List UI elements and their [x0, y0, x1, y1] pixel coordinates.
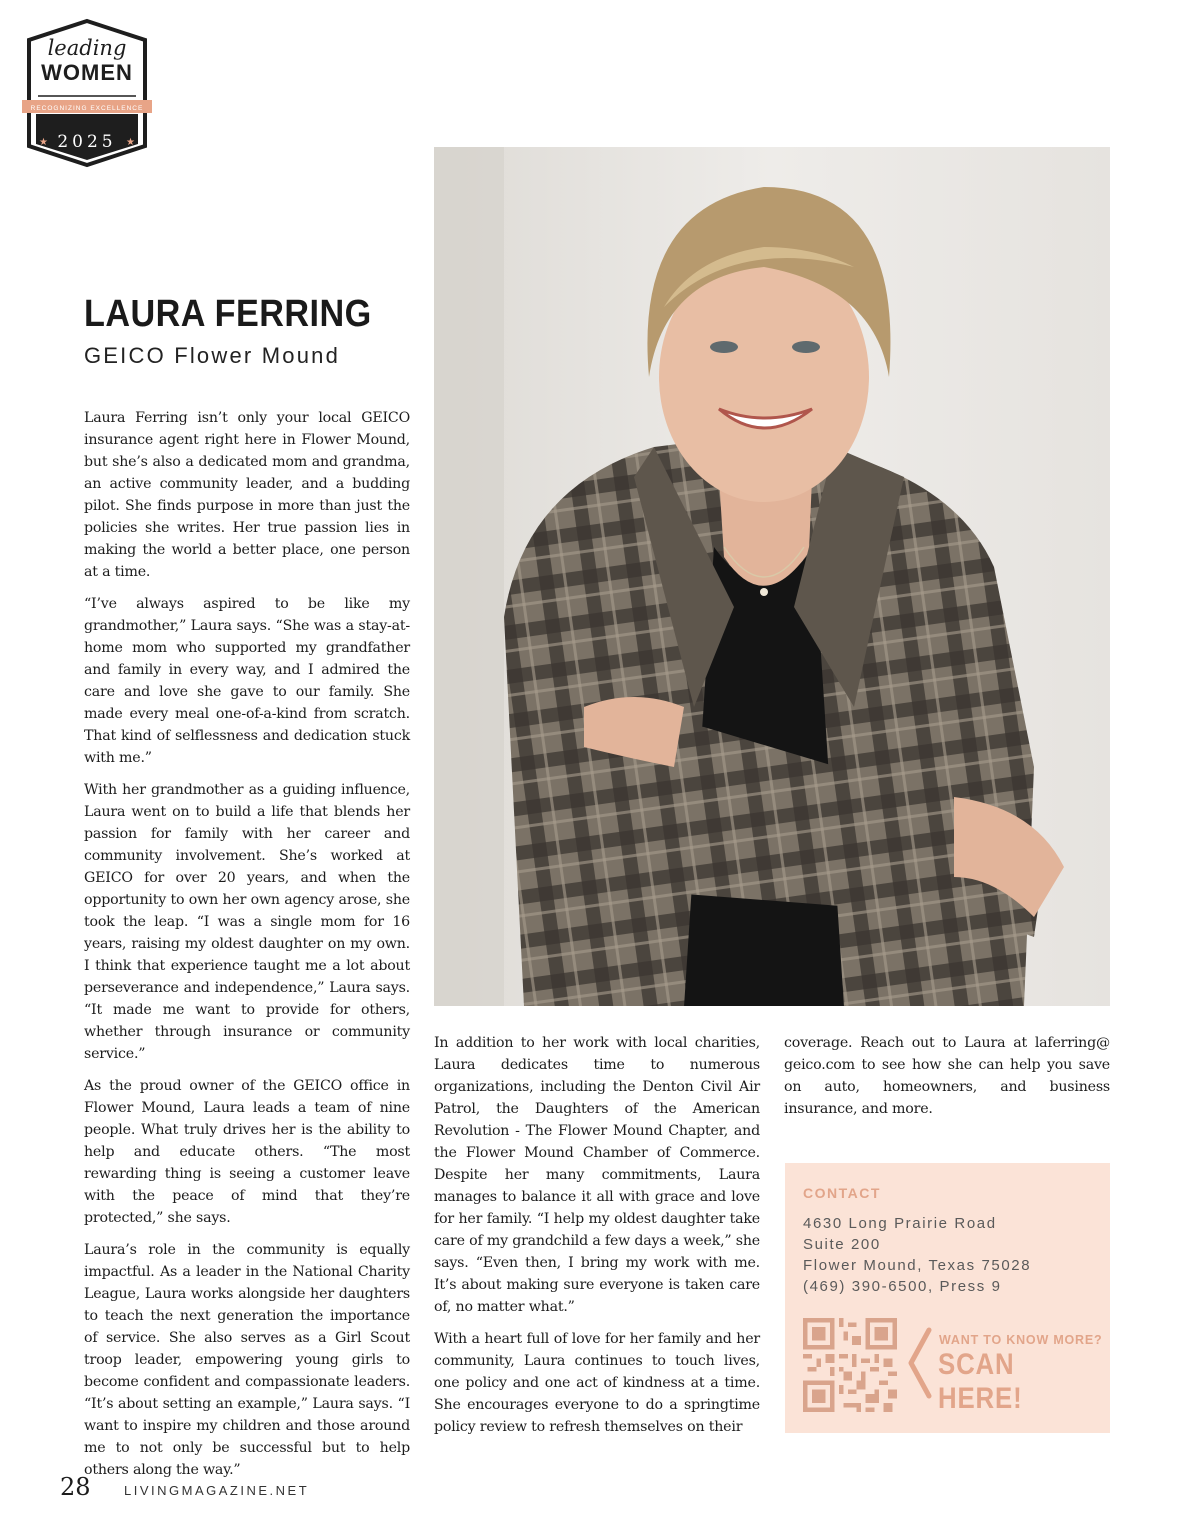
star-icon: ★	[126, 137, 135, 148]
contact-city: Flower Mound, Texas 75028	[803, 1257, 1032, 1274]
article-paragraph: Laura Ferring isn’t only your local GEICO insurance agent right here in Flower Mound, but she’s also a dedicated mom and grandma, an active community leader, and a budding pilot. She finds purpose in more than just the policies she writes. Her true passion lies in making the world a better place, one person at a time.	[84, 410, 410, 580]
leading-women-badge	[22, 18, 152, 168]
cta-small-text: WANT TO KNOW MORE?	[939, 1333, 1103, 1347]
page-number: 28	[60, 1473, 91, 1501]
profile-company: GEICO Flower Mound	[84, 343, 341, 368]
portrait-photo	[434, 147, 1110, 1006]
contact-address-line-2: Suite 200	[803, 1236, 881, 1253]
badge-year-text: 2025	[57, 132, 117, 152]
portrait-illustration	[434, 147, 1110, 1006]
badge-year	[22, 132, 152, 152]
article-paragraph: With a heart full of love for her family and her community, Laura continues to touch lives, one policy and one act of kindness at a time. She encourages everyone to do a springtime policy review to refresh themselves on their	[434, 1331, 760, 1435]
cta-scan-text: SCAN HERE!	[938, 1348, 1023, 1415]
contact-address-line-1: 4630 Long Prairie Road	[803, 1215, 997, 1232]
magazine-site: LIVINGMAGAZINE.NET	[124, 1483, 310, 1498]
article-column-1	[84, 407, 410, 1491]
badge-ribbon-text: RECOGNIZING EXCELLENCE	[30, 105, 144, 112]
article-column-3	[784, 1032, 1110, 1130]
chevron-left-icon	[905, 1326, 933, 1400]
article-paragraph: Laura’s role in the community is equally impactful. As a leader in the National Charity League, Laura works alongside her daughters to teach the next generation the importance of service. She also serves as a Girl Scout troop leader, empowering young girls to become confident and compassionate leaders. “It’s about setting an example,” Laura says. “I want to inspire my children and those around me to not only be successful but to help others along the way.”	[84, 1242, 410, 1478]
contact-phone: (469) 390-6500, Press 9	[803, 1278, 1002, 1295]
contact-title: CONTACT	[803, 1185, 881, 1201]
profile-name: LAURA FERRING	[84, 293, 372, 335]
badge-women-text: WOMEN	[41, 60, 133, 85]
qr-code-icon[interactable]	[803, 1318, 897, 1412]
article-paragraph: coverage. Reach out to Laura at laferring@ geico.com to see how she can help you save on auto, homeowners, and business insurance, and more.	[784, 1035, 1110, 1117]
article-column-2	[434, 1032, 760, 1448]
article-paragraph: With her grandmother as a guiding influence, Laura went on to build a life that blends her passion for family with her career and community involvement. She’s worked at GEICO for over 20 years, and when the opportunity to own her own agency arose, she took the leap. “I was a single mom for 16 years, raising my oldest daughter on my own. I think that experience taught me a lot about perseverance and independence,” Laura says. “It made me want to provide for others, whether through insurance or community service.”	[84, 782, 410, 1062]
article-paragraph: As the proud owner of the GEICO office in Flower Mound, Laura leads a team of nine people. What truly drives her is the ability to help and educate others. “The most rewarding thing is seeing a customer leave with the peace of mind that they’re protected,” she says.	[84, 1078, 410, 1226]
badge-leading-text: leading	[47, 36, 127, 60]
contact-box	[785, 1163, 1110, 1433]
star-icon: ★	[38, 137, 48, 148]
article-paragraph: “I’ve always aspired to be like my grandmother,” Laura says. “She was a stay-at-home mom who supported my grandfather and family in every way, and I admired the care and love she gave to our family. She made every meal one-of-a-kind from scratch. That kind of selflessness and dedication stuck with me.”	[84, 596, 410, 766]
article-paragraph: In addition to her work with local charities, Laura dedicates time to numerous organizations, including the Denton Civil Air Patrol, the Daughters of the American Revolution - The Flower Mound Chapter, and the Flower Mound Chamber of Commerce. Despite her many commitments, Laura manages to balance it all with grace and love for her family. “I help my oldest daughter take care of my grandchild a few days a week,” she says. “Even then, I bring my work with me. It’s about making sure everyone is taken care of, no matter what.”	[434, 1035, 760, 1315]
